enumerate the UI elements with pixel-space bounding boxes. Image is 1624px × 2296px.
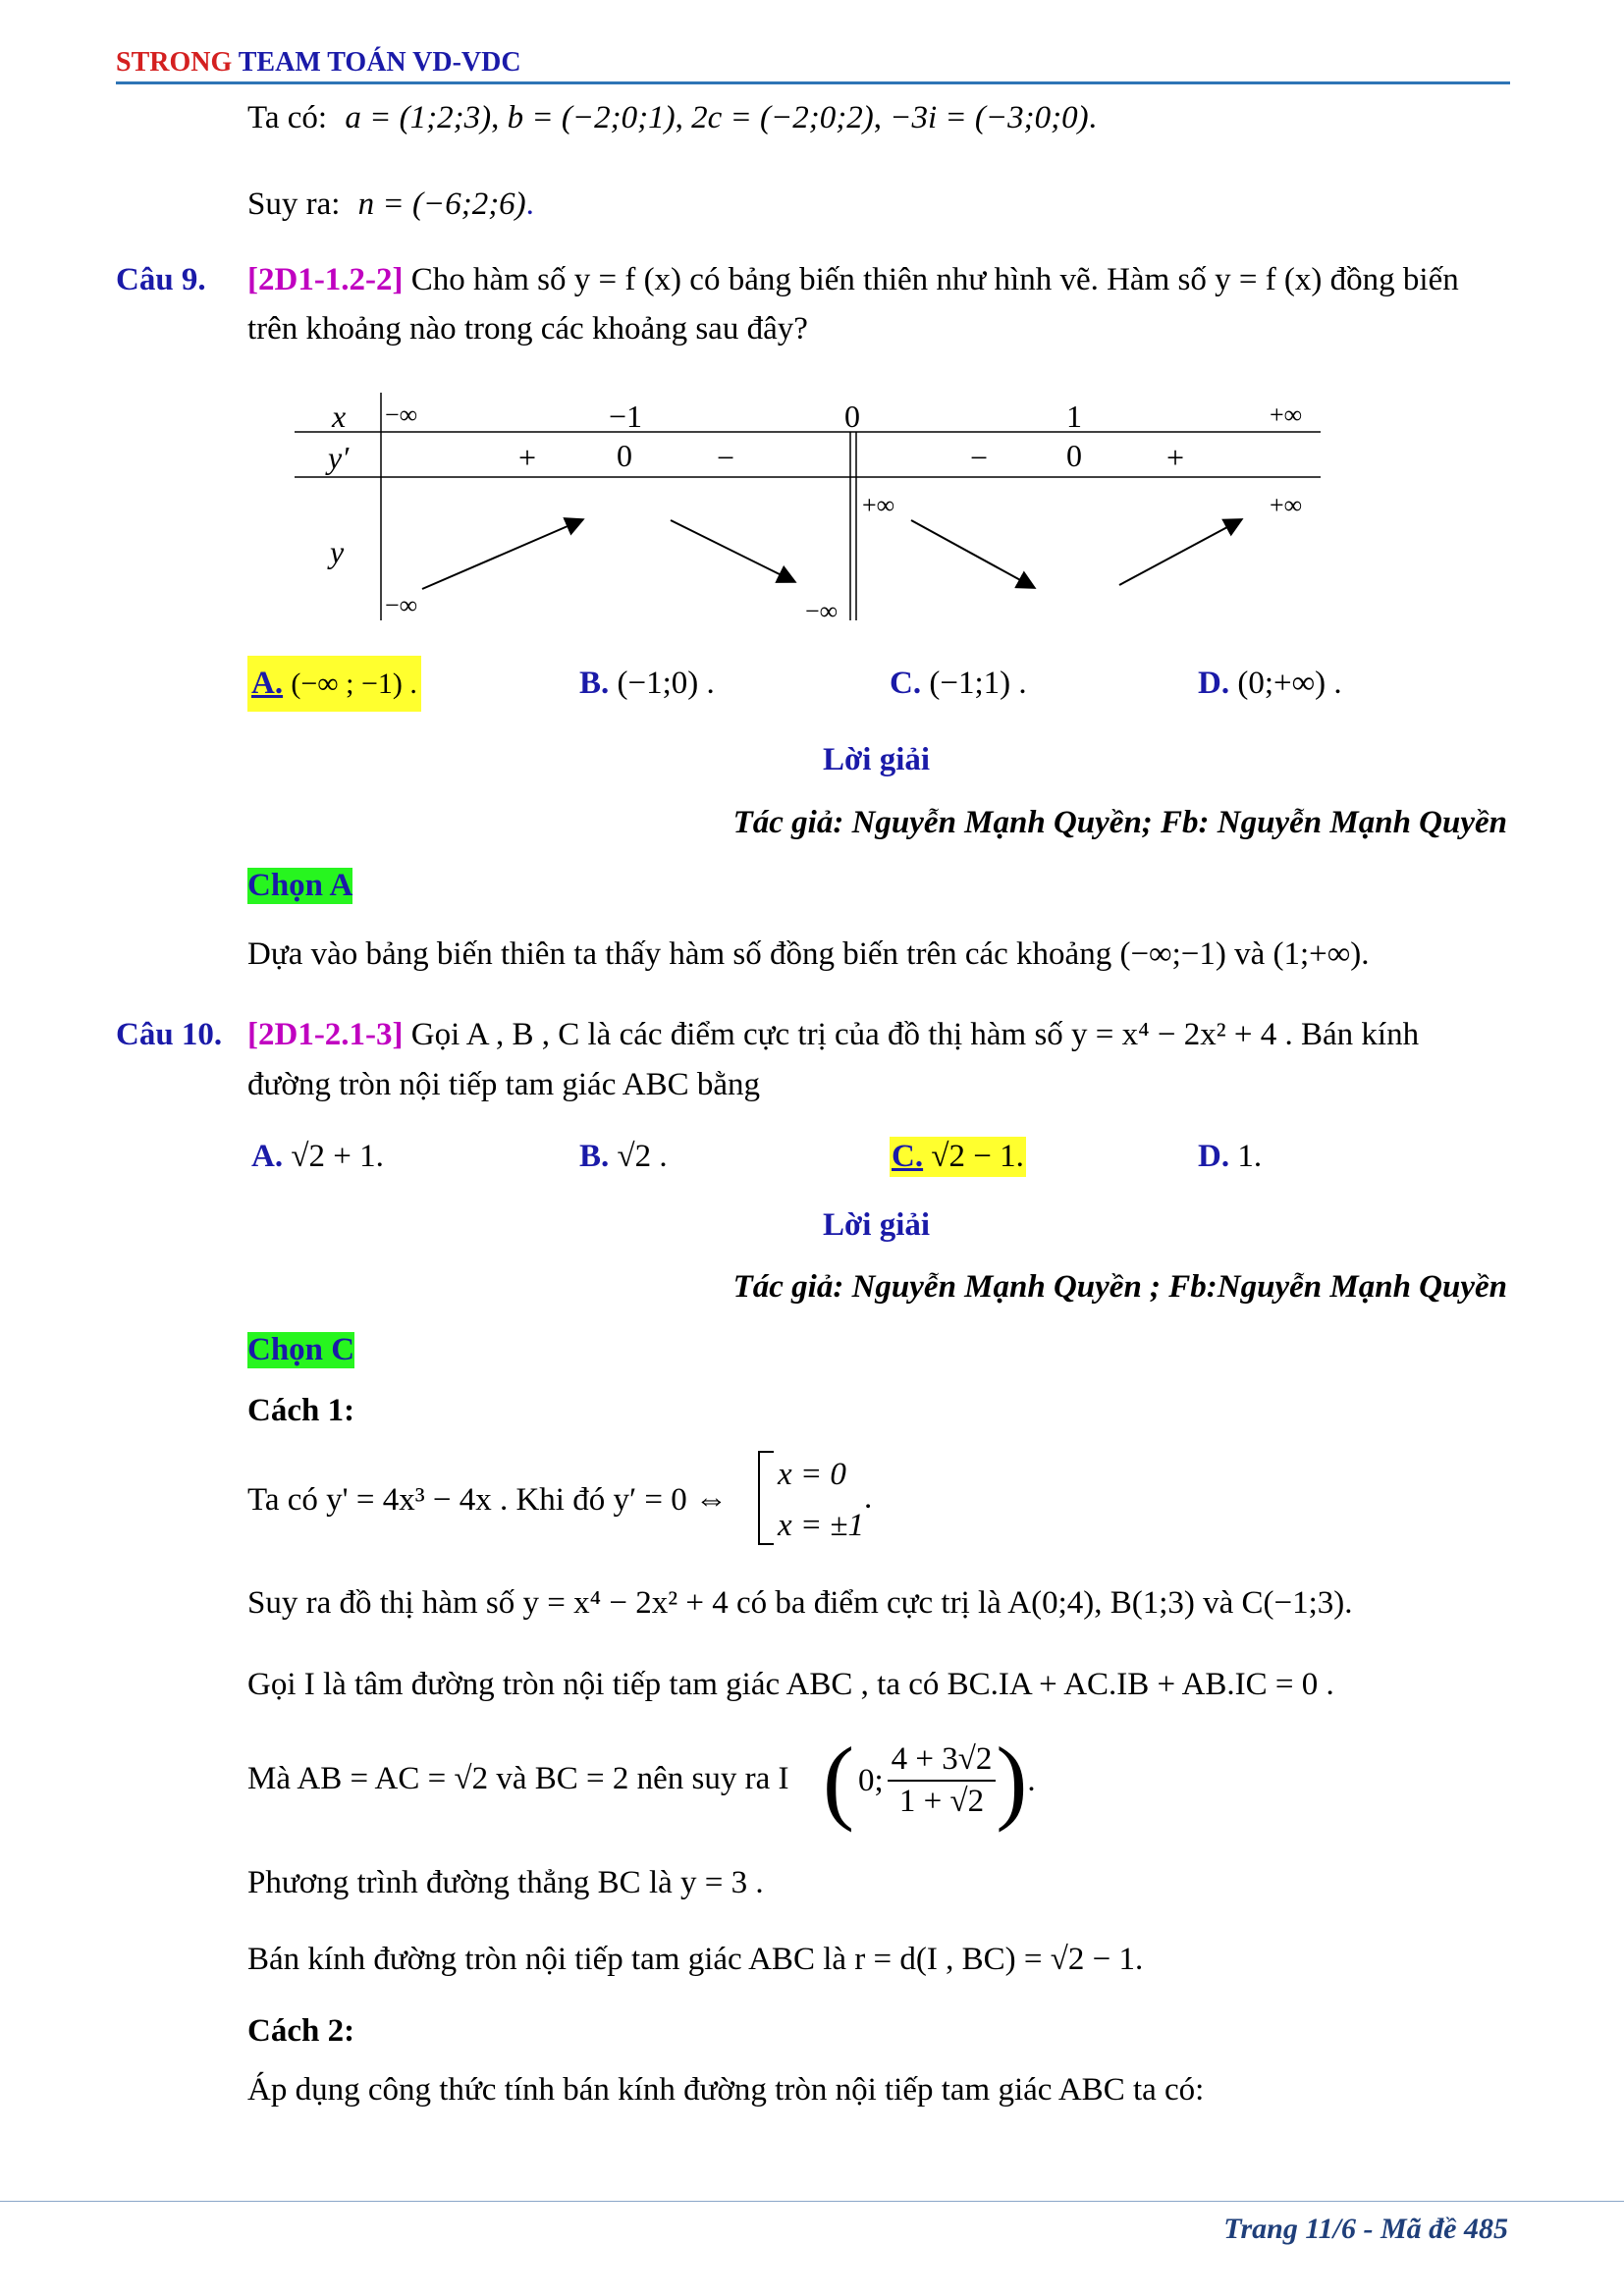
m1-case1: x = 0 — [778, 1457, 846, 1492]
q10-solution-title: Lời giải — [823, 1207, 931, 1243]
q10-option-c-letter: C. — [892, 1139, 924, 1174]
row-yprime-label: y′ — [328, 440, 350, 475]
q10-label: Câu 10. — [116, 1017, 223, 1052]
header-rule — [116, 81, 1510, 84]
x-zero: 0 — [844, 399, 860, 434]
vector-2c: 2c = (−2;0;2) — [691, 100, 874, 135]
q10-text-line1 — [247, 1019, 1419, 1051]
method2-title: Cách 2: — [247, 2013, 355, 2049]
taco-intro: Ta có: — [247, 100, 328, 135]
sign-plus-1: + — [518, 440, 537, 475]
m1-line4 — [247, 1763, 789, 1795]
footer-page: Trang 11/6 - Mã đề 485 — [1223, 2213, 1508, 2245]
q9-option-b-value: (−1;0) . — [617, 666, 715, 701]
q10-option-b-value: √2 . — [617, 1139, 668, 1174]
m1-line5: Phương trình đường thẳng BC là y = 3 . — [247, 1865, 764, 1900]
table-lines — [295, 393, 1321, 628]
m1-line3: Gọi I là tâm đường tròn nội tiếp tam giác ABC , ta có BC.IA + AC.IB + AB.IC = 0 . — [247, 1667, 1334, 1702]
m1-frac-den: 1 + √2 — [898, 1784, 985, 1819]
q9-question: Cho hàm số y = f (x) có bảng biến thiên như hình vẽ. Hàm số y = f (x) đồng biến — [410, 262, 1459, 297]
vector-m3i: −3i = (−3;0;0) — [890, 100, 1089, 135]
arrow-down-2 — [911, 520, 1033, 587]
footer-rule — [0, 2201, 1624, 2202]
sign-minus-1: − — [717, 440, 735, 475]
m1-line1 — [247, 1484, 728, 1517]
x-minus-inf: −∞ — [385, 400, 418, 429]
q10-option-c-value: √2 − 1. — [931, 1139, 1024, 1174]
q9-solution-title: Lời giải — [823, 742, 931, 777]
suyra-line: Suy ra: n = (−6;2;6). — [247, 187, 534, 222]
y-plus-inf-mid: +∞ — [862, 491, 895, 519]
vector-b: b = (−2;0;1) — [507, 100, 676, 135]
q10-option-b — [579, 1141, 668, 1173]
q9-option-c-letter: C. — [890, 666, 922, 701]
q10-tag: [2D1-2.1-3] — [247, 1017, 404, 1052]
q9-choice: Chọn A — [247, 868, 353, 903]
q9-option-d-letter: D. — [1198, 666, 1230, 701]
q9-option-b — [579, 667, 715, 700]
q9-option-d — [1198, 667, 1342, 700]
q10-text-line2: đường tròn nội tiếp tam giác ABC bằng — [247, 1067, 761, 1102]
q10-option-a-letter: A. — [251, 1139, 284, 1174]
method1-title: Cách 1: — [247, 1393, 355, 1428]
q9-explanation: Dựa vào bảng biến thiên ta thấy hàm số đồng biến trên các khoảng (−∞;−1) và (1;+∞). — [247, 936, 1370, 972]
y-plus-inf-right: +∞ — [1270, 491, 1303, 519]
vector-n: n = (−6;2;6) — [357, 187, 526, 222]
m1-point-i: ( 0; $\frac{4 + 3√2}{1 + √2}$ ) . — [823, 1728, 1036, 1833]
m1-line6: Bán kính đường tròn nội tiếp tam giác ABC là r = d(I , BC) = √2 − 1. — [247, 1942, 1144, 1977]
q9-option-d-value: (0;+∞) . — [1237, 666, 1342, 701]
q9-text-line1 — [247, 264, 1459, 296]
q9-option-c — [890, 667, 1027, 700]
q10-author: Tác giả: Nguyễn Mạnh Quyền ; Fb:Nguyễn Mạnh Quyền — [732, 1269, 1507, 1305]
vector-line: Ta có: a = (1;2;3), b = (−2;0;1), 2c = (−2;0;2), −3i = (−3;0;0). — [247, 100, 1097, 135]
q10-option-d-value: 1. — [1237, 1139, 1263, 1174]
variation-table — [295, 393, 1321, 628]
q9-option-a-letter: A. — [251, 666, 284, 701]
q9-author: Tác giả: Nguyễn Mạnh Quyền; Fb: Nguyễn Mạnh Quyền — [732, 805, 1507, 840]
x-plus-inf: +∞ — [1270, 400, 1303, 429]
m2-line1: Áp dụng công thức tính bán kính đường tròn nội tiếp tam giác ABC ta có: — [247, 2072, 1205, 2108]
q9-option-b-letter: B. — [579, 666, 610, 701]
m1-case2: x = ±1 — [778, 1508, 865, 1543]
y-minus-inf-left: −∞ — [385, 591, 418, 619]
q10-option-a-value: √2 + 1. — [291, 1139, 384, 1174]
suyra-intro: Suy ra: — [247, 187, 341, 222]
q9-option-c-value: (−1;1) . — [929, 666, 1027, 701]
m1-line4-text: Mà AB = AC = √2 và BC = 2 nên suy ra I — [247, 1761, 789, 1796]
vector-a: a = (1;2;3) — [345, 100, 492, 135]
q10-option-d — [1198, 1141, 1262, 1173]
m1-case-dot: . — [864, 1480, 873, 1516]
x-minus-1: −1 — [609, 399, 643, 434]
m1-frac-num: 4 + 3√2 — [888, 1741, 997, 1782]
q9-option-a-value: (−∞ ; −1) . — [291, 667, 417, 700]
row-x-label: x — [332, 399, 347, 434]
sign-zero-2: 0 — [1066, 438, 1082, 473]
q9-label: Câu 9. — [116, 262, 206, 297]
row-y-label: y — [330, 534, 345, 569]
x-one: 1 — [1066, 399, 1082, 434]
q10-question: Gọi A , B , C là các điểm cực trị của đồ thị hàm số y = x⁴ − 2x² + 4 . Bán kính — [410, 1017, 1420, 1052]
m1-line1-text: Ta có y' = 4x³ − 4x . Khi đó y′ = 0 ⇔ — [247, 1482, 729, 1518]
arrow-up-2 — [1119, 520, 1240, 585]
arrow-up-1 — [422, 520, 581, 589]
q9-option-a — [247, 656, 421, 712]
y-minus-inf-mid: −∞ — [805, 597, 839, 625]
q10-option-d-letter: D. — [1198, 1139, 1230, 1174]
q10-option-c — [890, 1137, 1026, 1177]
q10-option-a — [251, 1141, 384, 1173]
header-team: TEAM TOÁN VD-VDC — [238, 47, 521, 78]
sign-minus-2: − — [970, 440, 989, 475]
q9-tag: [2D1-1.2-2] — [247, 262, 404, 297]
q10-choice: Chọn C — [247, 1332, 355, 1367]
q9-text-line2: trên khoảng nào trong các khoảng sau đây? — [247, 311, 808, 347]
header-strong: STRONG — [116, 47, 233, 78]
m1-line2: Suy ra đồ thị hàm số y = x⁴ − 2x² + 4 có ba điểm cực trị là A(0;4), B(1;3) và C(−1;3). — [247, 1585, 1353, 1621]
sign-zero-1: 0 — [617, 438, 632, 473]
q10-option-b-letter: B. — [579, 1139, 610, 1174]
sign-plus-2: + — [1166, 440, 1185, 475]
arrow-down-1 — [671, 520, 793, 581]
header-title — [116, 49, 521, 77]
m1-bracket — [758, 1451, 774, 1545]
